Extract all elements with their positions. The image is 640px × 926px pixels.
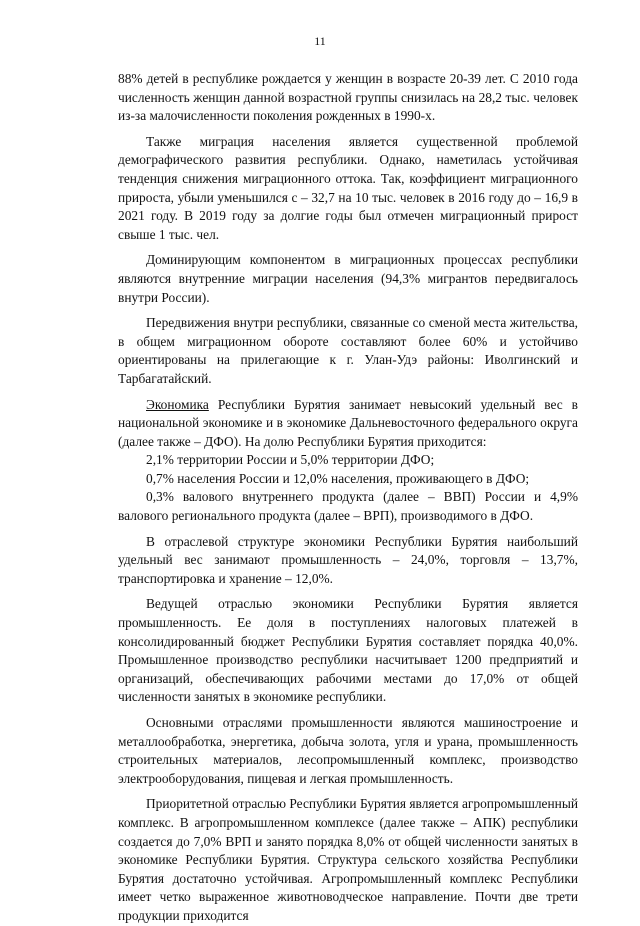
paragraph-internal-migration: Доминирующим компонентом в миграционных процессах республики являются внутренние миграции населения (94,3% мигрантов передвигалось внутри России). <box>118 252 578 305</box>
paragraph-industry: Ведущей отраслью экономики Республики Бурятия является промышленность. Ее доля в поступлениях налоговых платежей в консолидированный бюджет Республики Бурятия составляет порядка 40,0%. Промышленное производство республики насчитывает 1200 предприятий и организаций, обеспечивающих рабочими местами до 17,0% от общей численности занятых в экономике республики. <box>118 596 578 705</box>
paragraph-agro: Приоритетной отраслью Республики Бурятия является агропромышленный комплекс. В агропромышленном комплексе (далее также – АПК) республики создается до 7,0% ВРП и занято порядка 8,0% от общей численности занятых в экономике Республики Бурятия. Структура сельского хозяйства Республики Бурятия достаточно устойчивая. Агропромышленный комплекс Республики имеет четко выраженное животноводческое направление. Почти две трети продукции приходится <box>118 796 578 923</box>
paragraph-economy <box>118 396 578 452</box>
page-number: 11 <box>314 34 326 48</box>
share-gdp: 0,3% валового внутреннего продукта (далее – ВВП) России и 4,9% валового регионального продукта (далее – ВРП), производимого в ДФО. <box>118 489 578 524</box>
economy-term: Экономика <box>146 396 209 412</box>
share-territory: 2,1% территории России и 5,0% территории ДФО; <box>146 452 435 468</box>
paragraph-industry-branches: Основными отраслями промышленности являются машиностроение и металлообработка, энергетика, добыча золота, угля и урана, промышленность строительных материалов, лесопромышленный комплекс, производство электрооборудования, пищевая и легкая промышленность. <box>118 715 578 786</box>
share-population: 0,7% населения России и 12,0% населения, проживающего в ДФО; <box>146 470 530 486</box>
paragraph-migration: Также миграция населения является существенной проблемой демографического развития республики. Однако, наметилась устойчивая тенденция снижения миграционного оттока. Так, коэффициент миграционного прироста, убыли уменьшился с – 32,7 на 10 тыс. человек в 2016 году до – 16,9 в 2021 году. В 2019 году за долгие годы был отмечен миграционный прирост свыше 1 тыс. чел. <box>118 133 578 242</box>
economy-text: Республики Бурятия занимает невысокий удельный вес в национальной экономике и в экономике Дальневосточного федерального округа (далее также – ДФО). На долю Республики Бурятия приходится: <box>118 396 578 449</box>
paragraph-sector-structure: В отраслевой структуре экономики Республики Бурятия наибольший удельный вес занимают промышленность – 24,0%, торговля – 13,7%, транспортировка и хранение – 12,0%. <box>118 533 578 586</box>
page-body <box>118 70 578 926</box>
paragraph-birth-rate: 88% детей в республике рождается у женщин в возрасте 20-39 лет. С 2010 года численность женщин данной возрастной группы снизилась на 28,2 тыс. человек из-за малочисленности поколения рожденных в 1990-х. <box>118 71 578 124</box>
paragraph-migration-within-republic: Передвижения внутри республики, связанные со сменой места жительства, в общем миграционном обороте составляют более 60% и устойчиво ориентированы на прилегающие к г. Улан-Удэ районы: Иволгинский и Тарбагатайский. <box>118 315 578 386</box>
